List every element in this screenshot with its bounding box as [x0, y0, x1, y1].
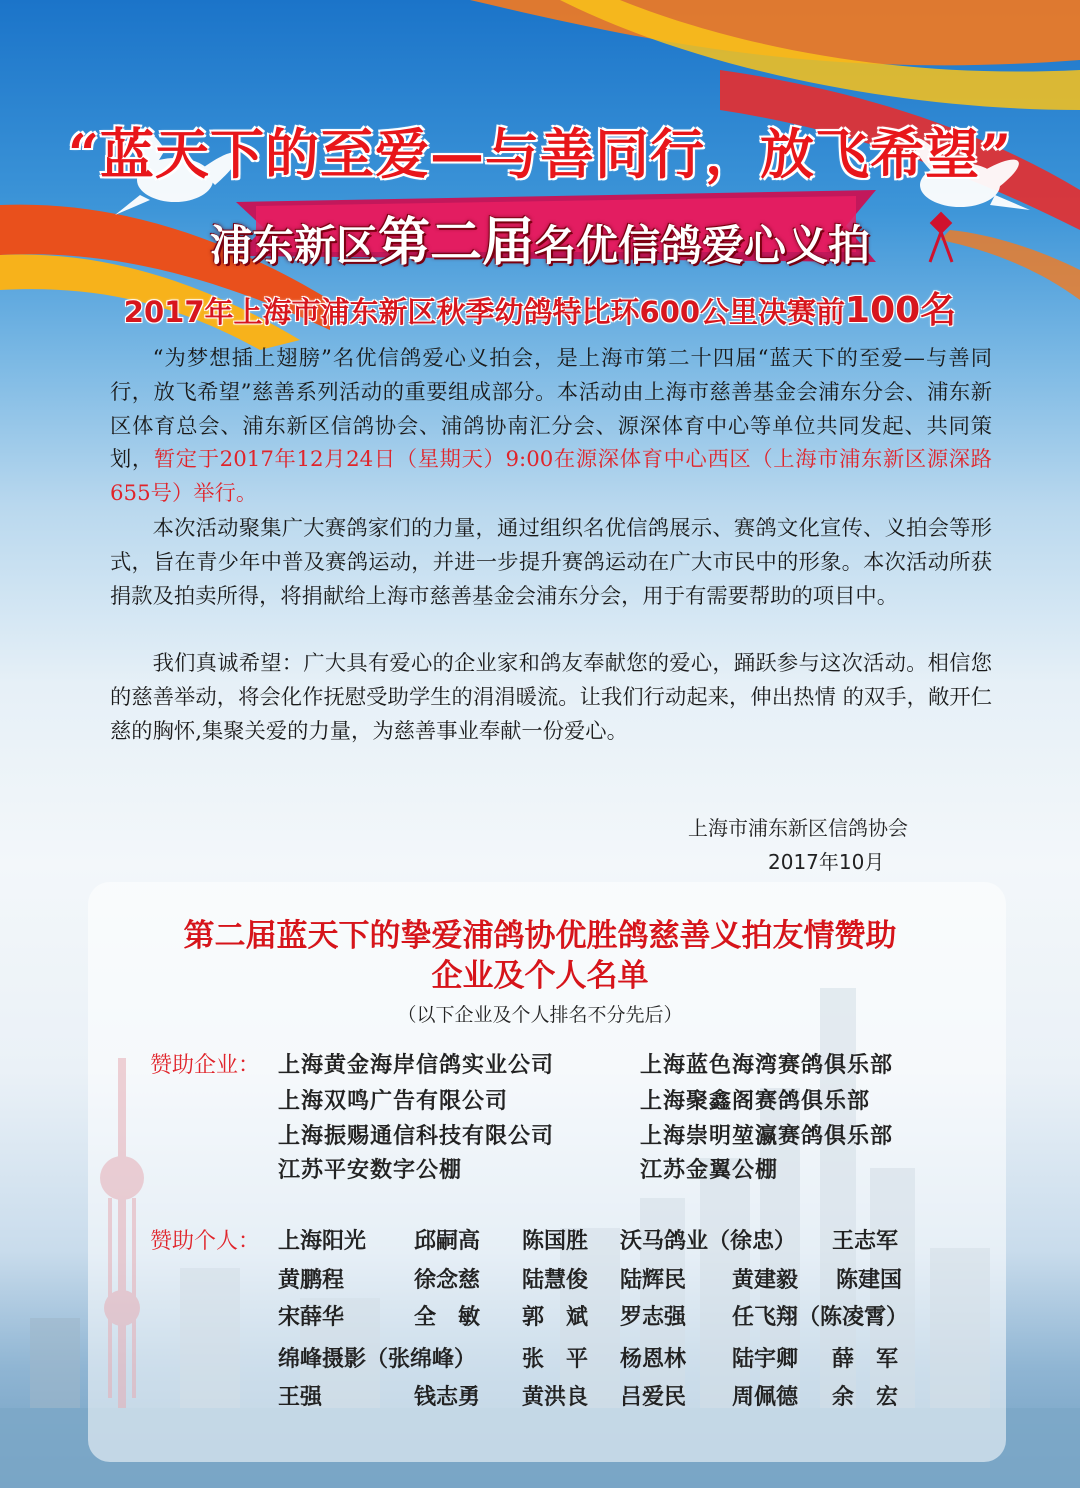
individual-sponsor: 全 敏 — [414, 1305, 481, 1330]
individual-sponsor: 陆宇卿 — [732, 1347, 799, 1372]
company-item: 上海崇明堃瀛赛鸽俱乐部 — [640, 1124, 894, 1149]
signature-organization: 上海市浦东新区信鸽协会 — [688, 816, 908, 840]
individual-sponsor: 徐念慈 — [414, 1268, 481, 1293]
individual-sponsor: 任飞翔（陈凌霄） — [732, 1305, 909, 1330]
company-item: 上海振赐通信科技有限公司 — [278, 1124, 555, 1149]
individual-sponsor: 黄洪良 — [522, 1385, 589, 1410]
individual-sponsor: 余 宏 — [832, 1385, 899, 1410]
individual-sponsor: 薛 军 — [832, 1347, 899, 1372]
individual-sponsor: 杨恩林 — [620, 1347, 687, 1372]
sponsor-list-note: （以下企业及个人排名不分先后） — [397, 1004, 683, 1026]
event-title-part-c: 名优信鸽爱心义拍 — [534, 221, 871, 270]
intro-p3-text: 我们真诚希望：广大具有爱心的企业家和鸽友奉献您的爱心，踊跃参与这次活动。相信您的慈善举动，将会化作抚慰受助学生的涓涓暖流。让我们行动起来，伸出热情 的双手，敞开仁慈的胸怀,集聚关爱的力量，为慈善事业奉献一份爱心。 — [110, 651, 992, 744]
company-item: 江苏平安数字公棚 — [278, 1158, 463, 1183]
sponsor-list-title-line-2: 企业及个人名单 — [431, 958, 649, 994]
event-title-part-a: 浦东新区 — [209, 221, 378, 270]
individual-sponsor: 上海阳光 — [278, 1229, 367, 1254]
individual-sponsor: 张 平 — [522, 1347, 589, 1372]
intro-p1-text: “为梦想插上翅膀”名优信鸽爱心义拍会，是上海市第二十四届“蓝天下的至爱—与善同行，放飞希望”慈善系列活动的重要组成部分。本活动由上海市慈善基金会浦东分会、浦东新区体育总会、浦东新区信鸽协会、浦鸽协南汇分会、源深体育中心等单位共同发起、共同策划， — [110, 346, 992, 473]
intro-paragraph-1 — [110, 342, 992, 511]
company-item: 上海黄金海岸信鸽实业公司 — [278, 1053, 555, 1078]
individual-sponsor: 黄建毅 — [732, 1268, 799, 1293]
individual-sponsor: 周佩德 — [732, 1385, 799, 1410]
individual-sponsors-label: 赞助个人： — [150, 1229, 261, 1254]
race-subtitle-number: 100名 — [845, 290, 957, 331]
intro-paragraph-3 — [110, 647, 992, 748]
individual-sponsor: 王强 — [278, 1385, 323, 1410]
individual-sponsor: 王志军 — [832, 1229, 899, 1254]
individual-sponsor: 黄鹏程 — [278, 1268, 345, 1293]
race-subtitle — [0, 282, 1080, 333]
individual-sponsor: 陆慧俊 — [522, 1268, 589, 1293]
individual-sponsor: 罗志强 — [620, 1305, 687, 1330]
company-item: 上海聚鑫阁赛鸽俱乐部 — [640, 1089, 871, 1114]
individual-sponsor: 陈建国 — [836, 1268, 903, 1293]
intro-paragraph-2 — [110, 512, 992, 613]
slogan-title: “蓝天下的至爱—与善同行，放飞希望” — [67, 122, 1013, 186]
individual-sponsor: 吕爱民 — [620, 1385, 687, 1410]
individual-sponsor: 郭 斌 — [522, 1305, 589, 1330]
sponsor-list-title-line-1: 第二届蓝天下的挚爱浦鸽协优胜鸽慈善义拍友情赞助 — [183, 918, 897, 954]
individual-sponsor: 陈国胜 — [522, 1229, 589, 1254]
individual-sponsor: 宋薛华 — [278, 1305, 345, 1330]
individual-sponsor: 邱嗣高 — [414, 1229, 481, 1254]
intro-p2-text: 本次活动聚集广大赛鸽家们的力量，通过组织名优信鸽展示、赛鸽文化宣传、义拍会等形式，旨在青少年中普及赛鸽运动，并进一步提升赛鸽运动在广大市民中的形象。本次活动所获捐款及拍卖所得，将捐献给上海市慈善基金会浦东分会，用于有需要帮助的项目中。 — [110, 516, 992, 609]
event-title-part-b: 第二届 — [377, 213, 534, 273]
company-sponsors-label: 赞助企业： — [150, 1053, 261, 1078]
event-title — [0, 200, 1080, 275]
intro-p1-event-date: 暂定于2017年12月24日（星期天）9:00在源深体育中心西区（上海市浦东新区源深路655号）举行。 — [110, 447, 992, 507]
individual-sponsor: 陆辉民 — [620, 1268, 687, 1293]
individual-sponsor: 沃马鸽业（徐忠） — [620, 1229, 797, 1254]
individual-sponsor: 绵峰摄影（张绵峰） — [278, 1347, 477, 1372]
signature-date: 2017年10月 — [768, 850, 885, 874]
company-item: 上海蓝色海湾赛鸽俱乐部 — [640, 1053, 894, 1078]
individual-sponsor: 钱志勇 — [414, 1385, 481, 1410]
race-subtitle-text: 2017年上海市浦东新区秋季幼鸽特比环600公里决赛前 — [123, 295, 846, 329]
company-item: 上海双鸣广告有限公司 — [278, 1089, 509, 1114]
company-item: 江苏金翼公棚 — [640, 1158, 779, 1183]
